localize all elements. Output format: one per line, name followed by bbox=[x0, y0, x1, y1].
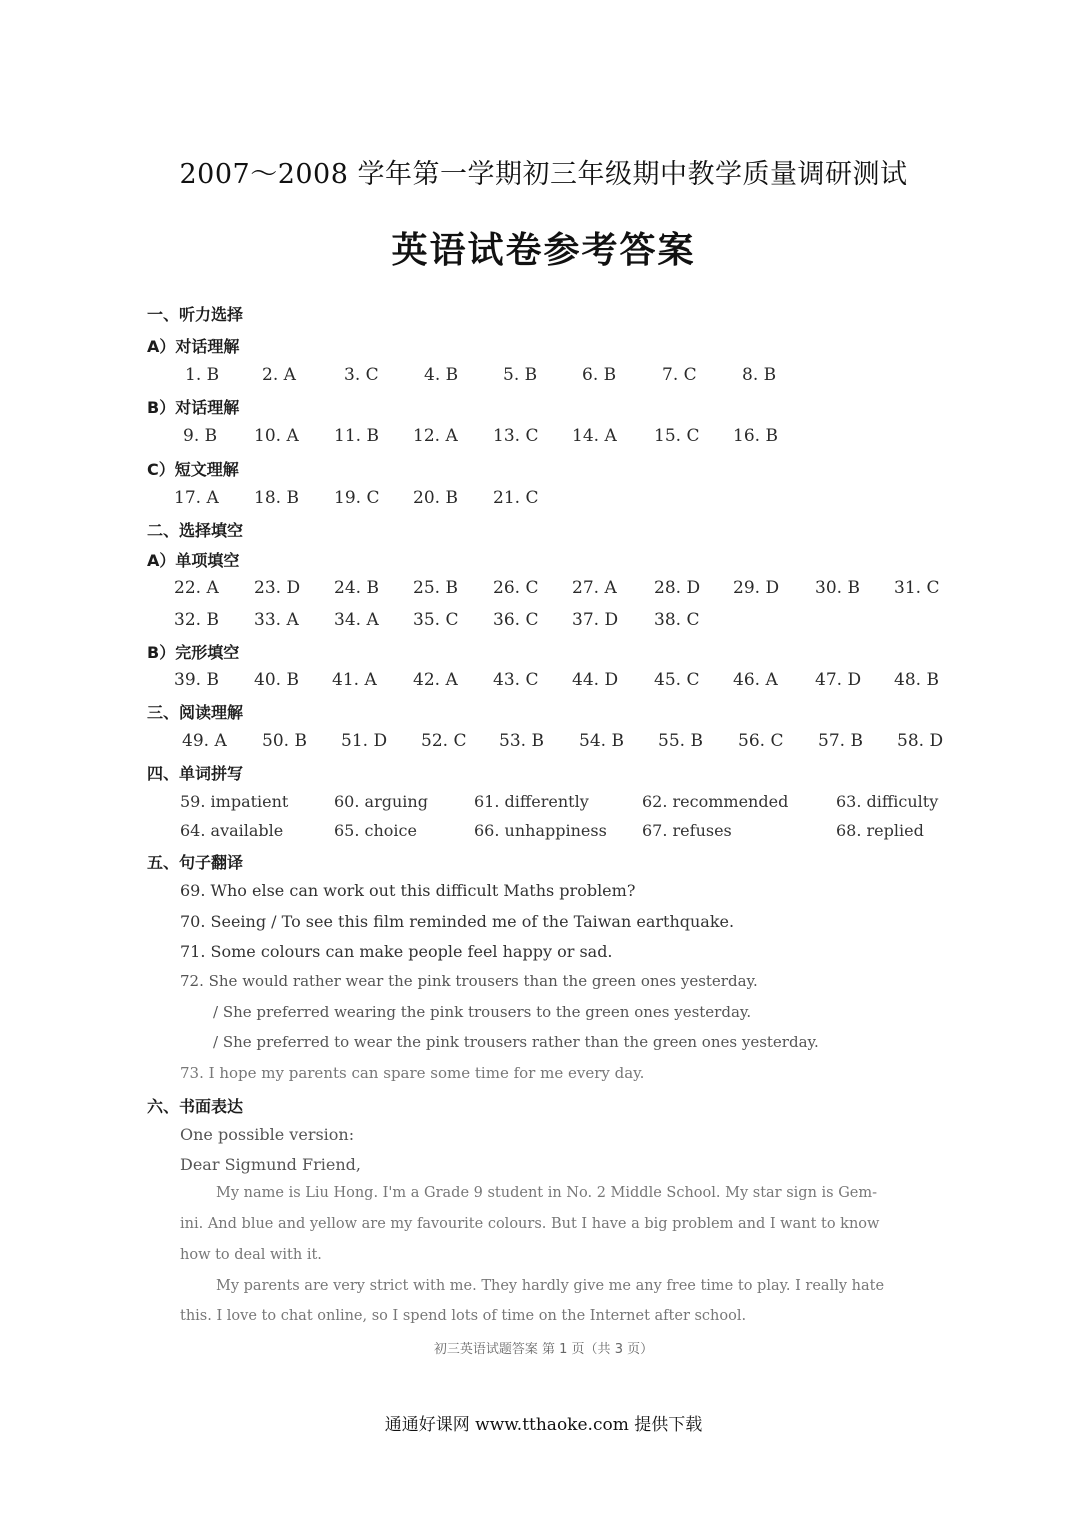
answer-item: 39. B bbox=[174, 670, 219, 690]
answer-item: 43. C bbox=[493, 670, 539, 690]
answer-item: 40. B bbox=[254, 670, 299, 690]
word-answer: 65. choice bbox=[334, 821, 417, 840]
answer-item: 44. D bbox=[572, 670, 619, 690]
answer-item: 13. C bbox=[493, 426, 539, 446]
answer-item: 35. C bbox=[413, 610, 459, 630]
essay-version-label: One possible version: bbox=[180, 1125, 355, 1144]
answer-item: 24. B bbox=[334, 578, 379, 598]
answer-item: 58. D bbox=[897, 731, 944, 751]
translation-line: / She preferred wearing the pink trousers to the green ones yesterday. bbox=[213, 1003, 752, 1021]
answer-item: 38. C bbox=[654, 610, 700, 630]
answer-item: 30. B bbox=[815, 578, 860, 598]
answer-item: 41. A bbox=[332, 670, 377, 690]
answer-item: 49. A bbox=[182, 731, 227, 751]
document-subtitle: 英语试卷参考答案 bbox=[391, 229, 696, 271]
word-answer: 63. difficulty bbox=[836, 792, 939, 811]
answer-item: 48. B bbox=[894, 670, 939, 690]
answer-item: 46. A bbox=[733, 670, 778, 690]
translation-line: 69. Who else can work out this difficult Maths problem? bbox=[180, 881, 636, 900]
answer-item: 8. B bbox=[742, 365, 777, 385]
subsection-heading-2a: A）单项填空 bbox=[147, 551, 240, 570]
answer-item: 36. C bbox=[493, 610, 539, 630]
section-heading-spelling: 四、单词拼写 bbox=[147, 764, 244, 783]
answer-item: 45. C bbox=[654, 670, 700, 690]
word-answer: 67. refuses bbox=[642, 821, 732, 840]
source-footer: 通通好课网 www.tthaoke.com 提供下载 bbox=[384, 1415, 703, 1435]
section-heading-translation: 五、句子翻译 bbox=[147, 853, 244, 872]
section-heading-listening: 一、听力选择 bbox=[147, 305, 244, 324]
word-answer: 64. available bbox=[180, 821, 284, 840]
essay-line: ini. And blue and yellow are my favourite colours. But I have a big problem and I want to know bbox=[180, 1216, 880, 1232]
section-heading-writing: 六、书面表达 bbox=[147, 1097, 244, 1116]
answer-item: 31. C bbox=[894, 578, 940, 598]
page-number-footer: 初三英语试题答案 第 1 页（共 3 页） bbox=[433, 1342, 654, 1357]
essay-line: how to deal with it. bbox=[180, 1247, 322, 1263]
answer-item: 12. A bbox=[413, 426, 458, 446]
answer-item: 23. D bbox=[254, 578, 301, 598]
answer-item: 15. C bbox=[654, 426, 700, 446]
answer-item: 19. C bbox=[334, 488, 380, 508]
translation-line: / She preferred to wear the pink trousers rather than the green ones yesterday. bbox=[213, 1033, 819, 1051]
answer-item: 1. B bbox=[185, 365, 220, 385]
answer-item: 29. D bbox=[733, 578, 780, 598]
translation-line: 73. I hope my parents can spare some time for me every day. bbox=[180, 1064, 645, 1082]
subsection-heading-2b: B）完形填空 bbox=[147, 643, 240, 662]
essay-line: this. I love to chat online, so I spend lots of time on the Internet after school. bbox=[180, 1308, 747, 1324]
answer-item: 26. C bbox=[493, 578, 539, 598]
answer-item: 11. B bbox=[334, 426, 379, 446]
answer-item: 6. B bbox=[582, 365, 617, 385]
answer-item: 37. D bbox=[572, 610, 619, 630]
answer-item: 54. B bbox=[579, 731, 624, 751]
answer-item: 55. B bbox=[658, 731, 703, 751]
answer-item: 32. B bbox=[174, 610, 219, 630]
translation-line: 71. Some colours can make people feel happy or sad. bbox=[180, 942, 613, 961]
answer-item: 18. B bbox=[254, 488, 299, 508]
answer-item: 33. A bbox=[254, 610, 299, 630]
answer-item: 7. C bbox=[662, 365, 697, 385]
answer-item: 51. D bbox=[341, 731, 388, 751]
answer-item: 27. A bbox=[572, 578, 617, 598]
document-title: 2007～2008 学年第一学期初三年级期中教学质量调研测试 bbox=[179, 159, 908, 190]
answer-item: 16. B bbox=[733, 426, 778, 446]
subsection-heading-1c: C）短文理解 bbox=[147, 460, 239, 479]
answer-item: 50. B bbox=[262, 731, 307, 751]
answer-item: 28. D bbox=[654, 578, 701, 598]
answer-item: 5. B bbox=[503, 365, 538, 385]
answer-item: 52. C bbox=[421, 731, 467, 751]
answer-item: 57. B bbox=[818, 731, 863, 751]
subsection-heading-1b: B）对话理解 bbox=[147, 398, 240, 417]
answer-item: 14. A bbox=[572, 426, 617, 446]
section-heading-multiple-choice: 二、选择填空 bbox=[147, 521, 244, 540]
answer-item: 34. A bbox=[334, 610, 379, 630]
answer-item: 22. A bbox=[174, 578, 219, 598]
answer-item: 17. A bbox=[174, 488, 219, 508]
answer-item: 53. B bbox=[499, 731, 544, 751]
answer-item: 42. A bbox=[413, 670, 458, 690]
answer-item: 10. A bbox=[254, 426, 299, 446]
answer-item: 4. B bbox=[424, 365, 459, 385]
word-answer: 62. recommended bbox=[642, 792, 789, 811]
translation-line: 70. Seeing / To see this film reminded me of the Taiwan earthquake. bbox=[180, 912, 735, 931]
answer-item: 20. B bbox=[413, 488, 458, 508]
essay-line: My parents are very strict with me. They hardly give me any free time to play. I really hate bbox=[216, 1278, 885, 1294]
word-answer: 66. unhappiness bbox=[474, 821, 607, 840]
answer-item: 21. C bbox=[493, 488, 539, 508]
word-answer: 61. differently bbox=[474, 792, 589, 811]
section-heading-reading: 三、阅读理解 bbox=[147, 703, 244, 722]
answer-item: 2. A bbox=[262, 365, 296, 385]
essay-line: My name is Liu Hong. I'm a Grade 9 student in No. 2 Middle School. My star sign is Gem- bbox=[216, 1185, 878, 1201]
subsection-heading-1a: A）对话理解 bbox=[147, 337, 240, 356]
answer-item: 9. B bbox=[183, 426, 218, 446]
answer-item: 56. C bbox=[738, 731, 784, 751]
answer-item: 3. C bbox=[344, 365, 379, 385]
answer-item: 47. D bbox=[815, 670, 862, 690]
answer-item: 25. B bbox=[413, 578, 458, 598]
essay-greeting: Dear Sigmund Friend, bbox=[180, 1155, 361, 1174]
translation-line: 72. She would rather wear the pink trousers than the green ones yesterday. bbox=[180, 972, 758, 990]
word-answer: 68. replied bbox=[836, 821, 924, 840]
word-answer: 59. impatient bbox=[180, 792, 289, 811]
word-answer: 60. arguing bbox=[334, 792, 428, 811]
